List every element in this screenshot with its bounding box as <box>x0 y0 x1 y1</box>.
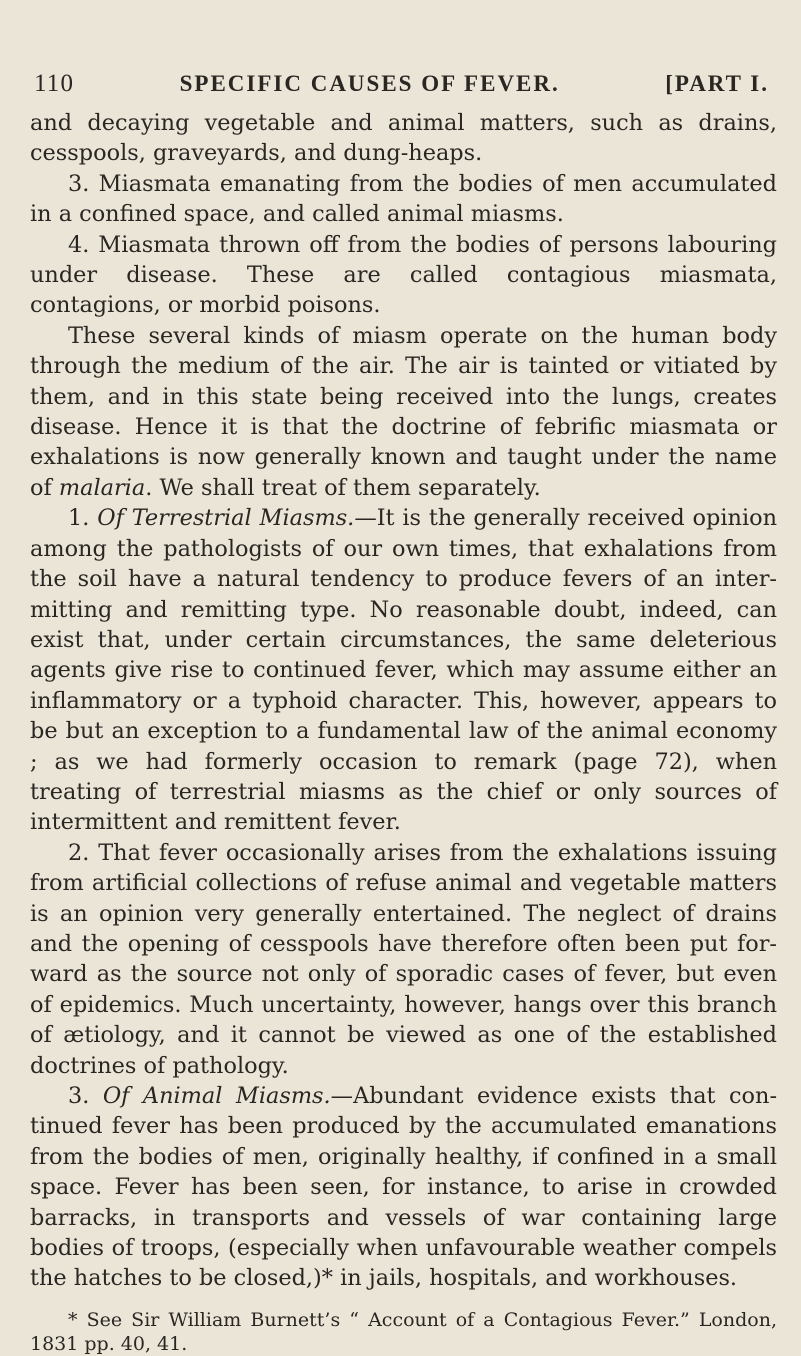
running-title: SPECIFIC CAUSES OF FEVER. <box>179 71 560 96</box>
footnote <box>30 1308 777 1356</box>
paragraph: 4. Miasmata thrown off from the bodies of persons labouring under disease. These are called contagious miasmata, contagions, or morbid poisons. <box>30 231 777 319</box>
part-label: [PART I. <box>665 71 769 96</box>
paragraph: 3. Miasmata emanating from the bodies of men accumulated in a confined space, and called animal miasms. <box>30 170 777 228</box>
paragraph: and decaying vegetable and animal matters, such as drains, cesspools, graveyards, and dung-heaps. <box>30 110 777 167</box>
paragraph: 3. Of Animal Miasms.—Abundant evidence exists that con-tinued fever has been produced by the accumulated emanations from the bodies of men, originally healthy, if confined in a small space. Fever has been seen, for instance, to arise in crowded barracks, in transports and vessels of war containing large bodies of troops, (especially when unfavourable weather compels the hatches to be closed,)* in jails, hospitals, and workhouses. <box>30 1083 778 1292</box>
paragraph: 2. That fever occasionally arises from the exhalations issuing from artificial collections of refuse animal and vegetable matters is an opinion very generally entertained. The neglect of drains and the opening of cesspools have therefore often been put for-ward as the source not only of sporadic cases of fever, but even of epidemics. Much uncertainty, however, hangs over this branch of ætiology, and it cannot be viewed as one of the established doctrines of pathology. <box>30 839 777 1079</box>
paragraph: These several kinds of miasm operate on the human body through the medium of the air. The air is tainted or vitiated by them, and in this state being received into the lungs, creates disease. Hence it is that the doctrine of febrific miasmata or exhalations is now generally known and taught under the name of malaria. We shall treat of them separately. <box>30 322 777 501</box>
running-header <box>30 70 777 98</box>
footnote-text: * See Sir William Burnett’s “ Account of a Contagious Fever.” London, 1831 pp. 40, 41. <box>30 1308 777 1355</box>
page-number: 110 <box>34 70 75 97</box>
body-text <box>30 108 777 1294</box>
paragraph: 1. Of Terrestrial Miasms.—It is the generally received opinion among the pathologists of our own times, that exhalations from the soil have a natural tendency to produce fevers of an inter-mitting and remitting type. No reasonable doubt, indeed, can exist that, under certain circumstances, the same deleterious agents give rise to continued fever, which may assume either an inflammatory or a typhoid character. This, however, appears to be but an exception to a fundamental law of the animal economy ; as we had formerly occasion to remark (page 72), when treating of terrestrial miasms as the chief or only sources of intermittent and remittent fever. <box>30 505 777 836</box>
